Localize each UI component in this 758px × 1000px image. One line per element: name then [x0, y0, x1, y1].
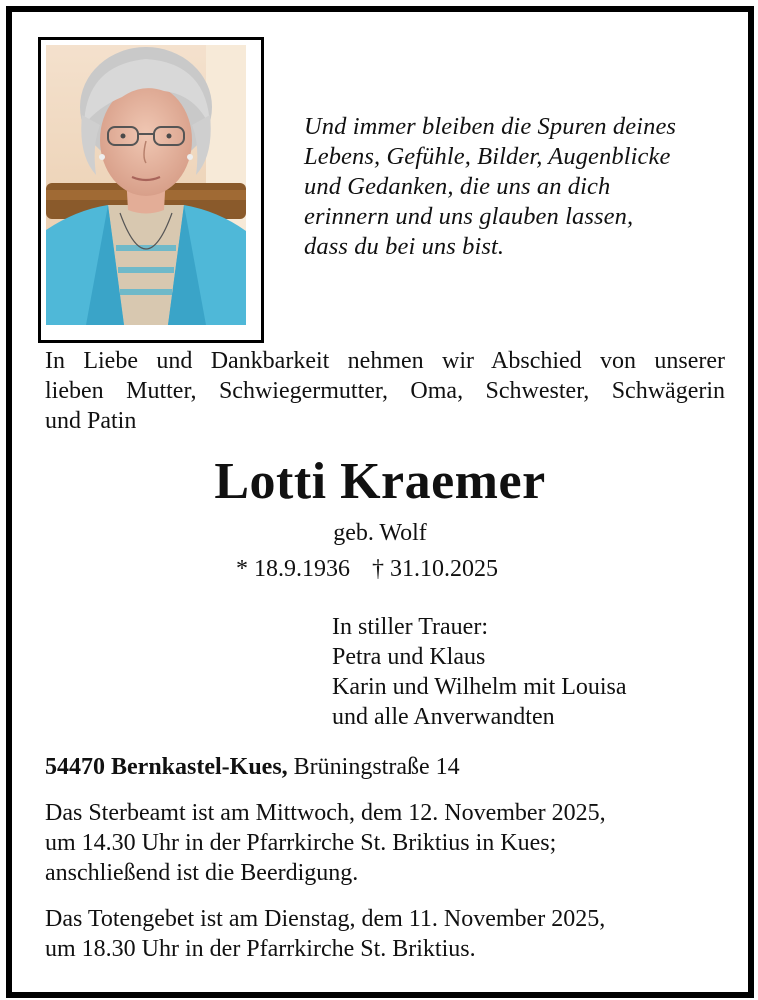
maiden-name: geb. Wolf [333, 520, 427, 546]
prayer-info [45, 904, 605, 964]
poem-line: erinnern und uns glauben lassen, [304, 203, 634, 230]
poem-line: Lebens, Gefühle, Bilder, Augenblicke [304, 143, 671, 170]
death-date: † 31.10.2025 [372, 556, 498, 582]
poem-line: dass du bei uns bist. [304, 233, 505, 260]
birth-date: * 18.9.1936 [236, 556, 350, 582]
funeral-mass-line: anschließend ist die Beerdigung. [45, 860, 359, 886]
prayer-line: um 18.30 Uhr in der Pfarrkirche St. Briktius. [45, 936, 476, 962]
portrait-photo [46, 45, 246, 325]
mourners-list [332, 612, 627, 732]
intro-line: In Liebe und Dankbarkeit nehmen wir Abschied von unserer [45, 348, 725, 374]
life-dates [236, 554, 498, 584]
poem-line: Und immer bleiben die Spuren deines [304, 113, 677, 140]
prayer-line: Das Totengebet ist am Dienstag, dem 11. November 2025, [45, 906, 606, 932]
poem-line: und Gedanken, die uns an dich [304, 173, 611, 200]
funeral-mass-line: Das Sterbeamt ist am Mittwoch, dem 12. November 2025, [45, 800, 606, 826]
funeral-mass-line: um 14.30 Uhr in der Pfarrkirche St. Briktius in Kues; [45, 830, 557, 856]
intro-line: und Patin [45, 408, 137, 434]
funeral-mass-info [45, 798, 606, 888]
memorial-poem [304, 112, 744, 262]
family-address [45, 752, 460, 782]
mourners-line: Karin und Wilhelm mit Louisa [332, 674, 627, 700]
mourners-line: und alle Anverwandten [332, 704, 555, 730]
mourners-line: In stiller Trauer: [332, 614, 488, 640]
intro-line: lieben Mutter, Schwiegermutter, Oma, Schwester, Schwägerin [45, 378, 725, 404]
portrait-photo-frame [38, 37, 264, 343]
address-street: Brüningstraße 14 [293, 754, 460, 780]
intro-text [45, 346, 725, 436]
mourners-line: Petra und Klaus [332, 644, 486, 670]
obituary-notice [6, 6, 754, 998]
deceased-name: Lotti Kraemer [214, 453, 546, 510]
address-city: 54470 Bernkastel-Kues, [45, 754, 288, 780]
